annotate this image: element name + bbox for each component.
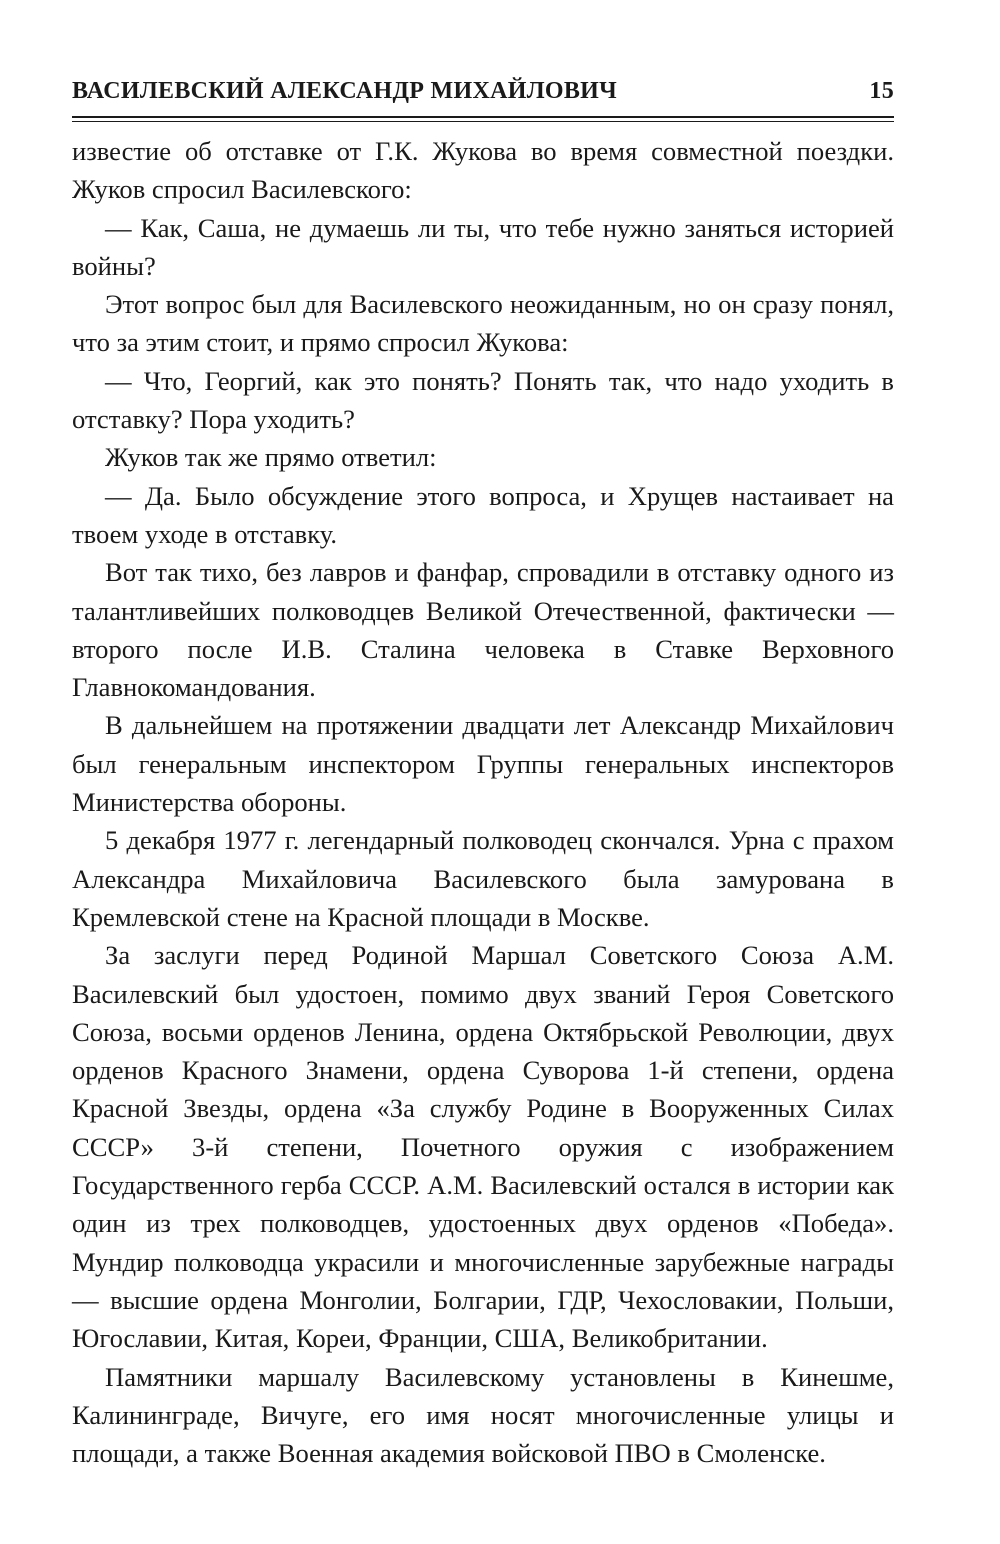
paragraph: Жуков так же прямо ответил: <box>105 442 437 473</box>
paragraph: Вот так тихо, без лавров и фанфар, спровадили в отставку одного из талантливейших полководцев Великой Отечественной, фактически — второго после И.В. Сталина человека в Ставке Верховного Главнокомандования. <box>72 557 894 703</box>
paragraph: — Как, Саша, не думаешь ли ты, что тебе нужно заняться историей войны? <box>72 212 894 281</box>
paragraph: — Что, Георгий, как это понять? Понять так, что надо уходить в отставку? Пора уходить? <box>72 365 894 435</box>
running-head-title: ВАСИЛЕВСКИЙ АЛЕКСАНДР МИХАЙЛОВИЧ <box>72 78 618 104</box>
paragraph: — Да. Было обсуждение этого вопроса, и Хрущев настаивает на твоем уходе в отставку. <box>72 480 894 549</box>
paragraph: известие об отставке от Г.К. Жукова во время совместной поездки. Жуков спросил Василевского: <box>72 136 894 205</box>
header-rule-thin <box>72 121 894 122</box>
paragraph: Памятники маршалу Василевскому установлены в Кинешме, Калининграде, Вичуге, его имя носят многочисленные улицы и площади, а также Военная академия войсковой ПВО в Смоленске. <box>72 1361 894 1469</box>
paragraph: Этот вопрос был для Василевского неожиданным, но он сразу понял, что за этим стоит, и прямо спросил Жукова: <box>72 289 894 358</box>
book-page <box>72 78 894 1472</box>
header-rule-thick <box>72 116 894 118</box>
paragraph: В дальнейшем на протяжении двадцати лет Александр Михайлович был генеральным инспектором Группы генеральных инспекторов Министерства обороны. <box>72 710 894 818</box>
paragraph: 5 декабря 1977 г. легендарный полководец скончался. Урна с прахом Александра Михайловича Василевского была замурована в Кремлевской стене на Красной площади в Москве. <box>72 825 894 932</box>
running-head <box>72 78 894 112</box>
body-text <box>72 132 894 1472</box>
paragraph: За заслуги перед Родиной Маршал Советского Союза А.М. Василевский был удостоен, помимо двух званий Героя Советского Союза, восьми орденов Ленина, ордена Октябрьской Революции, двух орденов Красного Знамени, ордена Суворова 1-й степени, ордена Красной Звезды, ордена «За службу Родине в Вооруженных Силах СССР» 3-й степени, Почетного оружия с изображением Государственного герба СССР. А.М. Василевский остался в истории как один из трех полководцев, удостоенных двух орденов «Победа». Мундир полководца украсили и многочисленные зарубежные награды — высшие ордена Монголии, Болгарии, ГДР, Чехословакии, Польши, Югославии, Китая, Кореи, Франции, США, Великобритании. <box>72 940 894 1354</box>
page-number: 15 <box>869 78 894 104</box>
